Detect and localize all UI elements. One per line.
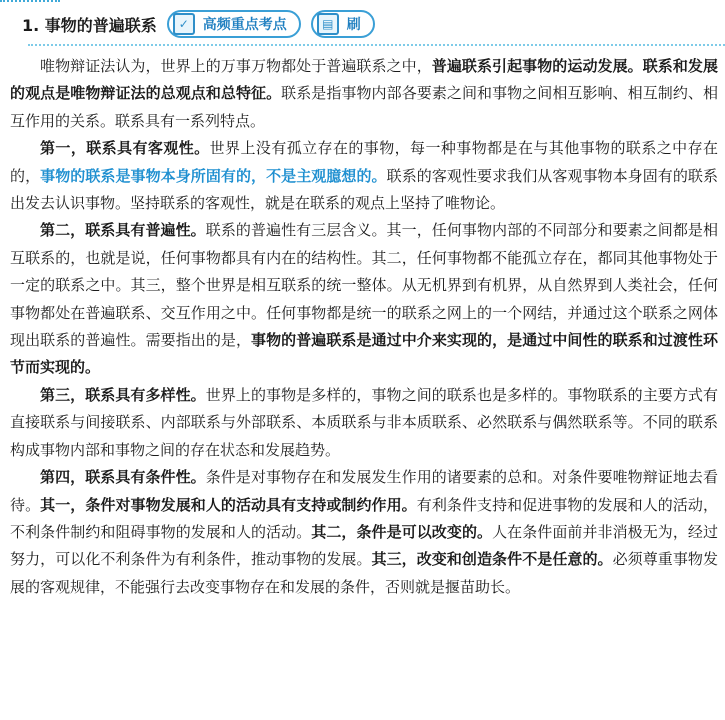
- text-run: 唯物辩证法认为，世界上的万事万物都处于普遍联系之中，: [40, 57, 432, 75]
- text-run-bold: 其二，条件是可以改变的。: [311, 522, 493, 541]
- text-run: 人在条件面前并非消极无为，经过努力，可以化不利条件为有利条件，推动事物的发展。: [10, 522, 718, 569]
- paragraph-intro: [10, 53, 718, 135]
- article-body: [10, 53, 718, 601]
- text-run: 联系是指事物内部各要素之间和事物之间相互影响、相互制约、相互作用的关系。联系具有一系列特点。: [10, 84, 718, 130]
- text-run-bold: 第三，联系具有多样性。: [40, 385, 206, 404]
- text-run-bold: 第一，联系具有客观性。: [40, 139, 210, 158]
- text-run: 世界上的事物是多样的，事物之间的联系也是多样的。事物联系的主要方式有直接联系与间接联系、内部联系与外部联系、本质联系与非本质联系、必然联系与偶然联系等。不同的联系构成事物内部和事物之间的存在状态和发展趋势。: [10, 385, 718, 459]
- brush-label: 刷: [346, 17, 361, 33]
- header-divider: [28, 44, 725, 46]
- text-run: 必须尊重事物发展的客观规律，不能强行去改变事物存在和发展的条件，否则就是揠苗助长。: [10, 550, 718, 596]
- text-run-bold: 第四，联系具有条件性。: [40, 468, 206, 487]
- checklist-icon: ✓: [173, 13, 195, 35]
- text-run-bold: 其三，改变和创造条件不是任意的。: [371, 550, 613, 569]
- text-run: 世界上没有孤立存在的事物，每一种事物都是在与其他事物的联系之中存在的，: [10, 139, 718, 185]
- text-run: 联系的普遍性有三层含义。其一，任何事物内部的不同部分和要素之间都是相互联系的，也就是说，任何事物都具有内在的结构性。其二，任何事物都不能孤立存在，都同其他事物处于一定的联系之中。其三，整个世界是相互联系的统一整体。从无机界到有机界，从自然界到人类社会，任何事物都处在普遍联系、交互作用之中。任何事物都是统一的联系之网上的一个网结，并通过这个联系之网体现出联系的普遍性。需要指出的是，: [10, 221, 718, 350]
- text-run-bold: 普遍联系引起事物的运动发展。联系和发展的观点是唯物辩证法的总观点和总特征。: [10, 57, 718, 103]
- key-point-badge: [167, 10, 301, 38]
- text-run: 条件是对事物存在和发展发生作用的诸要素的总和。对条件要唯物辩证地去看待。: [10, 468, 718, 514]
- text-run-bold: 其一，条件对事物发展和人的活动具有支持或制约作用。: [40, 495, 417, 514]
- text-run-bold: 第二，联系具有普遍性。: [40, 221, 206, 240]
- book-icon: ▤: [317, 13, 339, 35]
- text-run-bold: 事物的普遍联系是通过中介来实现的，是通过中间性的联系和过渡性环节而实现的。: [10, 331, 718, 377]
- section-title: 1. 事物的普遍联系: [22, 15, 157, 35]
- section-header: [22, 10, 385, 38]
- text-run-highlight: 事物的联系是事物本身所固有的，不是主观臆想的。: [40, 166, 387, 185]
- text-run: 联系的客观性要求我们从客观事物本身固有的联系出发去认识事物。坚持联系的客观性，就是在联系的观点上坚持了唯物论。: [10, 166, 718, 213]
- key-point-label: 高频重点考点: [202, 17, 287, 33]
- top-decoration: [0, 0, 60, 6]
- paragraph-objectivity: [10, 135, 718, 217]
- brush-badge: [311, 10, 375, 38]
- paragraph-diversity: [10, 382, 718, 464]
- text-run: 有利条件支持和促进事物的发展和人的活动，不利条件制约和阻碍事物的发展和人的活动。: [10, 495, 718, 541]
- paragraph-universality: [10, 217, 718, 381]
- paragraph-conditionality: [10, 464, 718, 601]
